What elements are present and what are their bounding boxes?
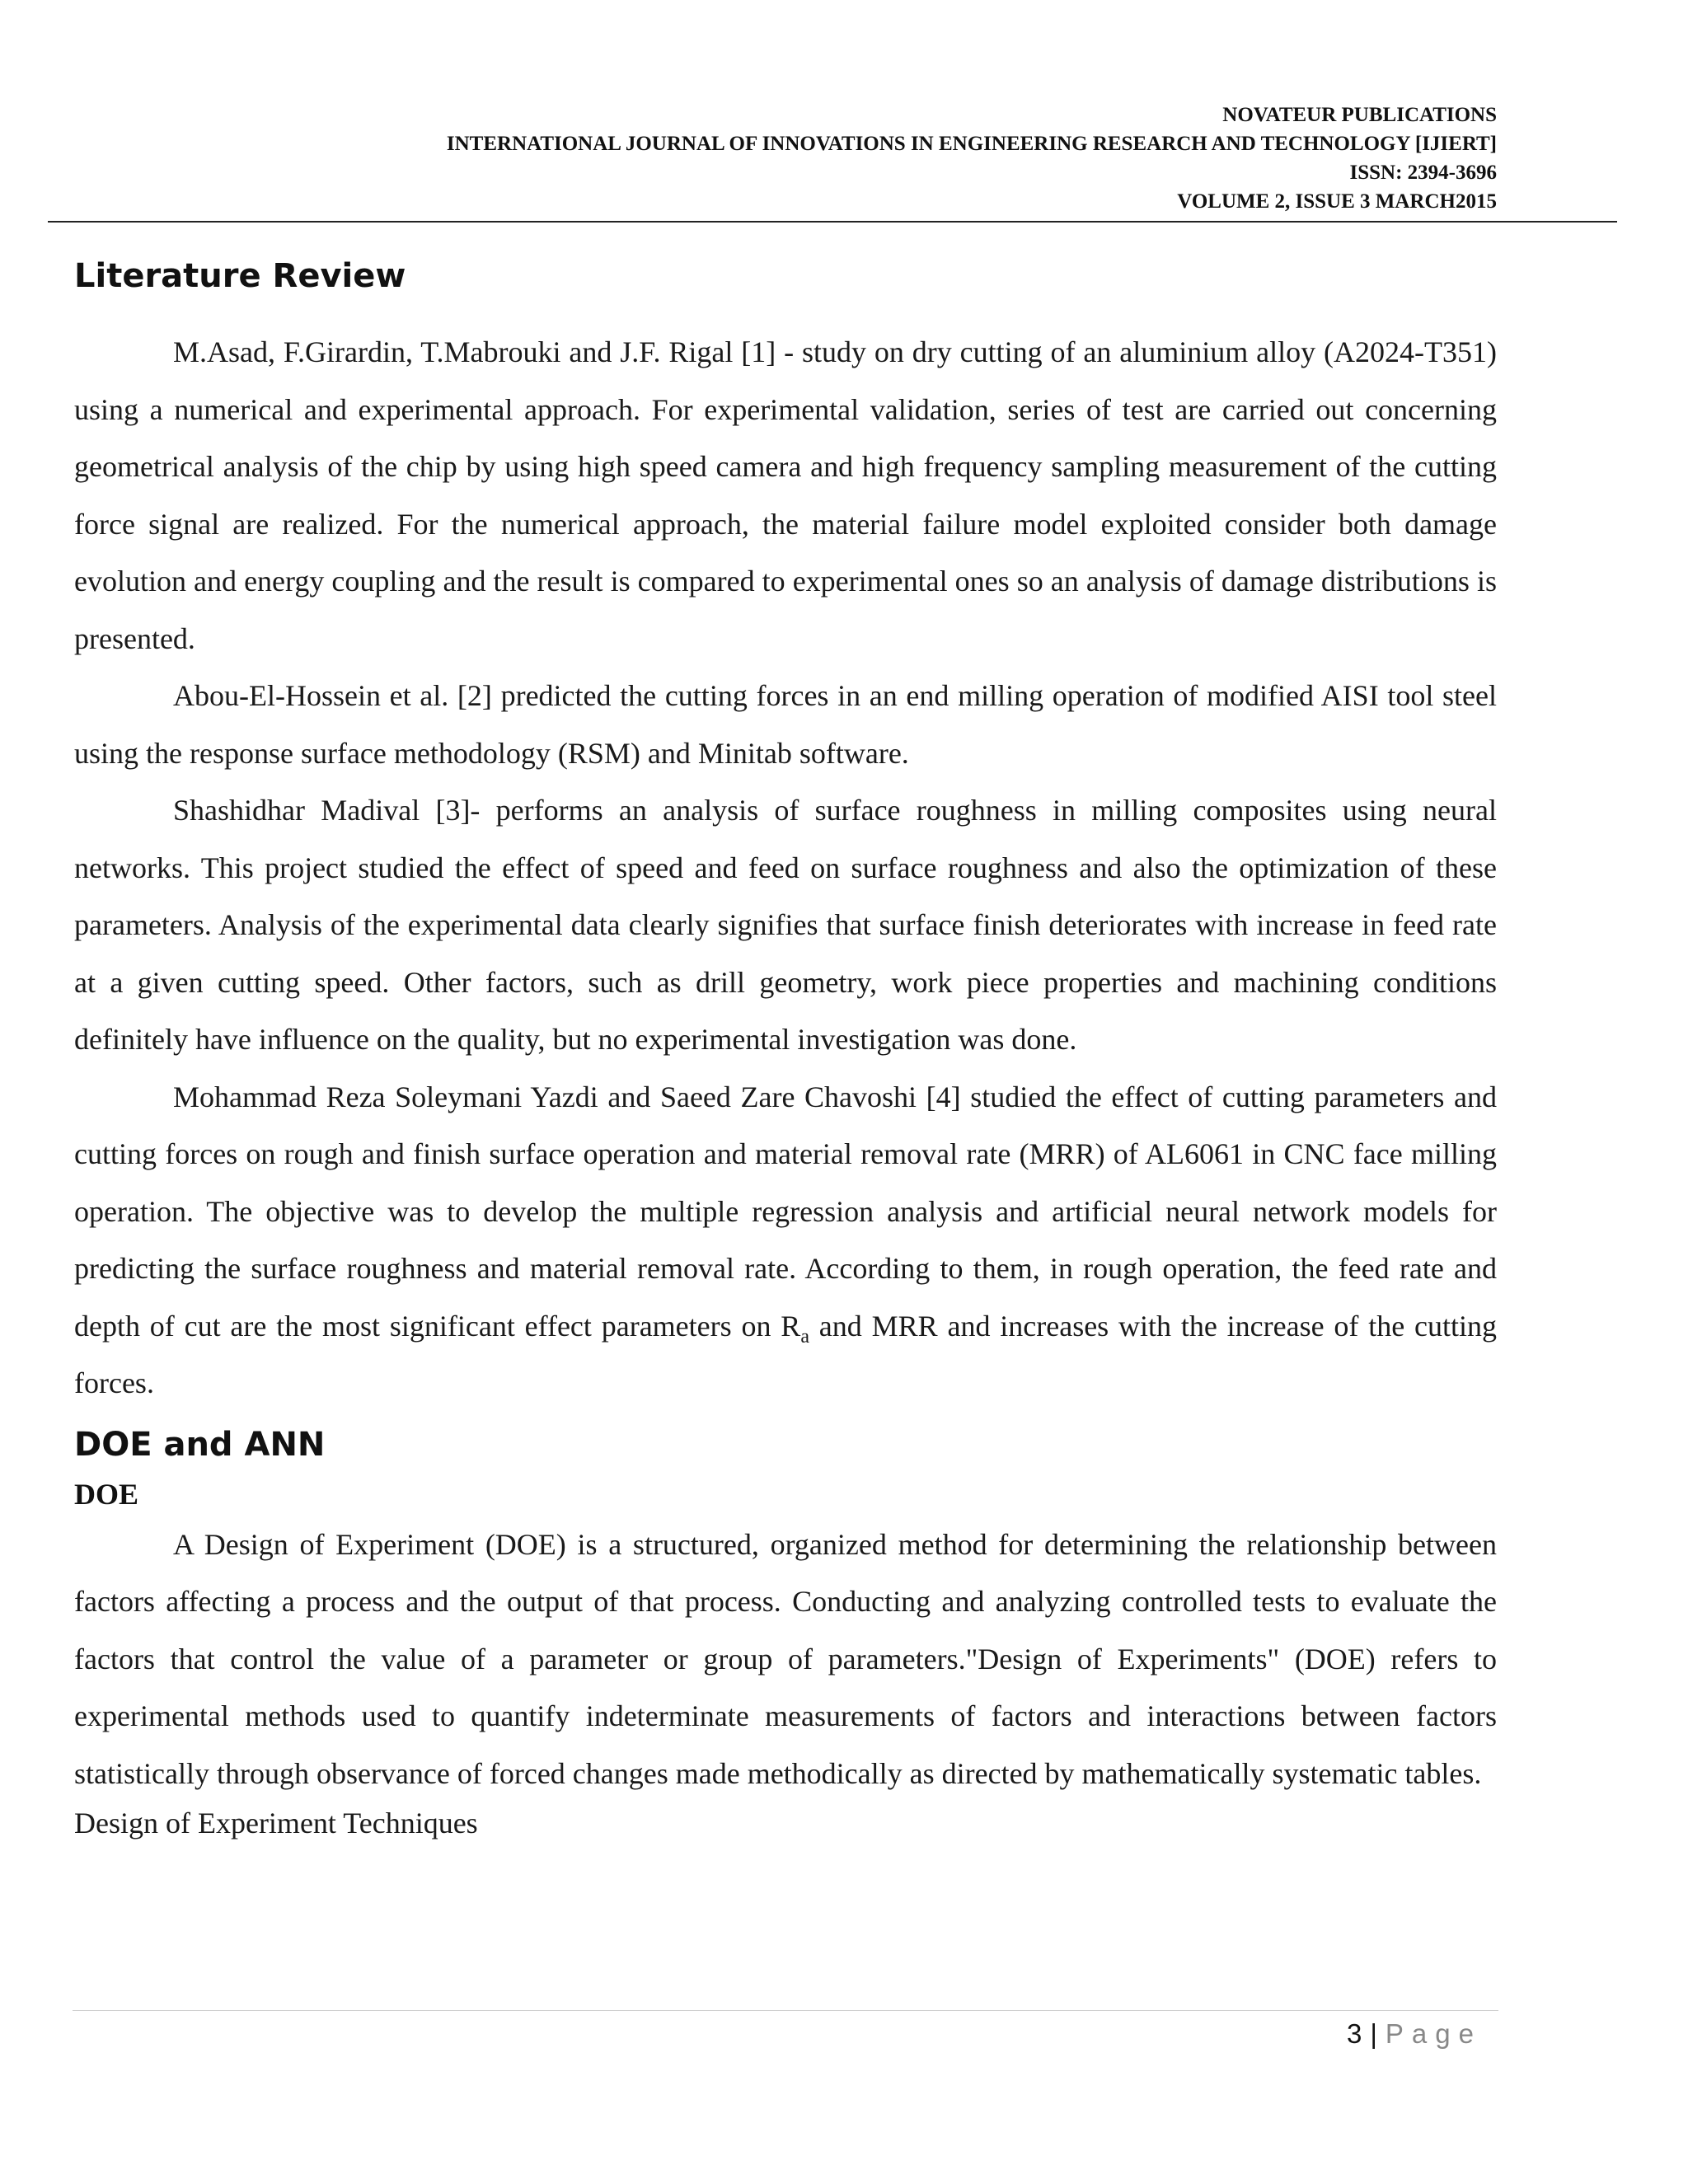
- paragraph-asad: M.Asad, F.Girardin, T.Mabrouki and J.F. Rigal [1] - study on dry cutting of an aluminium alloy (A2024-T351) using a numerical and experimental approach. For experimental validation, series of test are carried out concerning geometrical analysis of the chip by using high speed camera and high frequency sampling measurement of the cutting force signal are realized. For the numerical approach, the material failure model exploited consider both damage evolution and energy coupling and the result is compared to experimental ones so an analysis of damage distributions is presented.: [74, 335, 1497, 655]
- ra-subscript: a: [800, 1325, 809, 1347]
- volume-line: VOLUME 2, ISSUE 3 MARCH2015: [1177, 190, 1497, 213]
- doe-techniques-line: Design of Experiment Techniques: [74, 1807, 478, 1840]
- publisher-name: NOVATEUR PUBLICATIONS: [1222, 104, 1497, 126]
- paragraph-abou-el-hossein: Abou-El-Hossein et al. [2] predicted the cutting forces in an end milling operation of modified AISI tool steel using the response surface methodology (RSM) and Minitab software.: [74, 679, 1497, 770]
- footer-separator: |: [1370, 2018, 1377, 2049]
- journal-name: INTERNATIONAL JOURNAL OF INNOVATIONS IN ENGINEERING RESEARCH AND TECHNOLOGY [IJIERT]: [446, 133, 1497, 155]
- issn-line: ISSN: 2394-3696: [1349, 162, 1497, 184]
- paragraph-yazdi: [74, 1069, 1497, 1413]
- page-number: 3: [1346, 2018, 1362, 2049]
- paragraph-doe-definition: A Design of Experiment (DOE) is a structured, organized method for determining the relationship between factors affecting a process and the output of that process. Conducting and analyzing controlled tests to evaluate the factors that control the value of a parameter or group of parameters."Design of Experiments" (DOE) refers to experimental methods used to quantify indeterminate measurements of factors and interactions between factors statistically through observance of forced changes made methodically as directed by mathematically systematic tables.: [74, 1527, 1497, 1790]
- paragraph-madival: Shashidhar Madival [3]- performs an analysis of surface roughness in milling composites using neural networks. This project studied the effect of speed and feed on surface roughness and also the optimization of these parameters. Analysis of the experimental data clearly signifies that surface finish deteriorates with increase in feed rate at a given cutting speed. Other factors, such as drill geometry, work piece properties and machining conditions definitely have influence on the quality, but no experimental investigation was done.: [74, 794, 1497, 1056]
- header-divider: [48, 221, 1617, 223]
- footer-divider: [73, 2010, 1498, 2011]
- literature-review-heading: Literature Review: [74, 257, 406, 295]
- running-header: [447, 101, 1497, 216]
- page-footer: [1347, 2016, 1482, 2052]
- page-label: Page: [1385, 2018, 1482, 2049]
- page-body: [74, 255, 1497, 1844]
- doe-ann-heading: DOE and ANN: [74, 1425, 326, 1464]
- doe-subheading: DOE: [74, 1477, 139, 1511]
- paragraph-yazdi-text: Mohammad Reza Soleymani Yazdi and Saeed Zare Chavoshi [4] studied the effect of cutting parameters and cutting forces on rough and finish surface operation and material removal rate (MRR) of AL6061 in CNC face milling operation. The objective was to develop the multiple regression analysis and artificial neural network models for predicting the surface roughness and material removal rate. According to them, in rough operation, the feed rate and depth of cut are the most significant effect parameters on R: [74, 1080, 1497, 1343]
- paragraph-yazdi-tail: and MRR and increases with the increase of the cutting forces.: [74, 1309, 1498, 1399]
